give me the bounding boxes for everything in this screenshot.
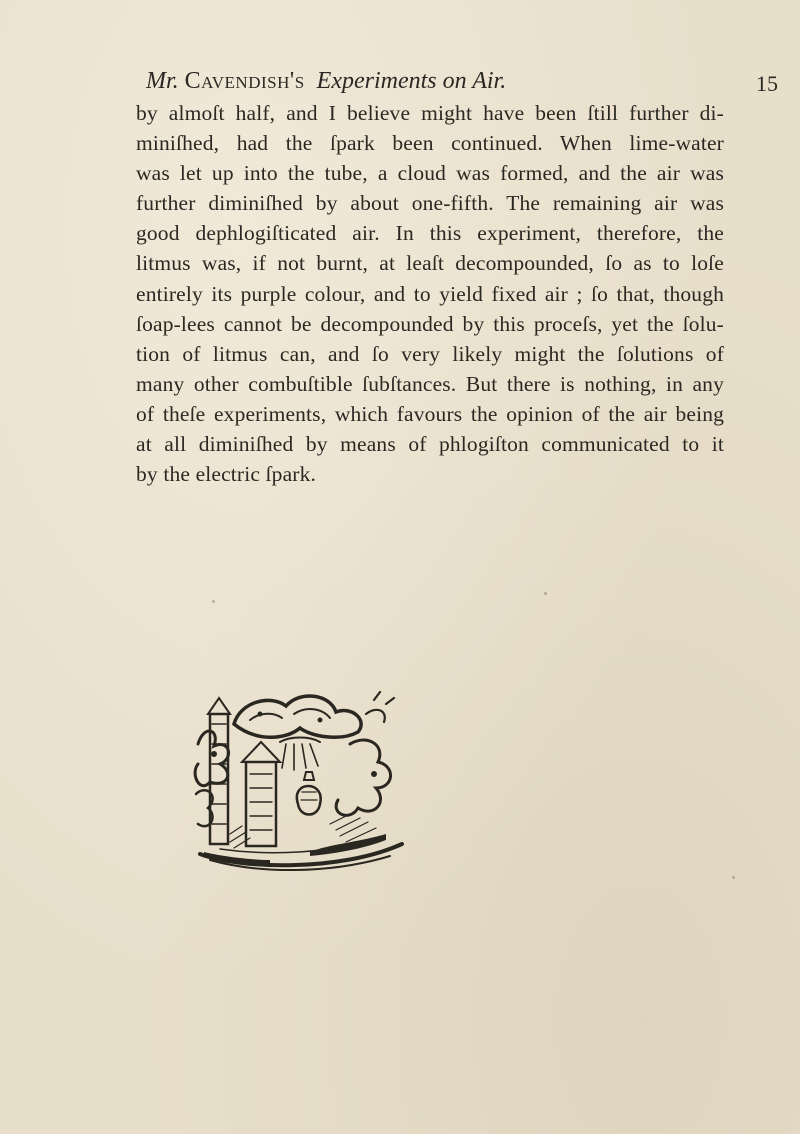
running-head <box>146 66 576 96</box>
text-line: good dephlogiſticated air. In this experiment, therefore, the <box>136 221 724 246</box>
paper-speck <box>732 876 735 879</box>
text-line: at all diminiſhed by means of phlogiſton communicated to it <box>136 432 724 457</box>
text-line: by the electric ſpark. <box>136 462 316 487</box>
paper-speck <box>212 600 215 603</box>
text-line: litmus was, if not burnt, at leaſt decompounded, ſo as to loſe <box>136 251 724 276</box>
running-head-author: Mr. <box>146 68 179 94</box>
paper-speck <box>544 592 547 595</box>
running-head-title: Experiments on Air. <box>316 68 507 94</box>
text-line: further diminiſhed by about one-fifth. The remaining air was <box>136 191 724 216</box>
text-line: miniſhed, had the ſpark been continued. When lime-water <box>136 131 724 156</box>
landscape-vignette-icon <box>190 684 410 874</box>
page-number: 15 <box>756 71 778 96</box>
running-head-name: Cavendish's <box>184 68 305 94</box>
text-line: entirely its purple colour, and to yield fixed air ; ſo that, though <box>136 281 724 306</box>
text-line: tion of litmus can, and ſo very likely might the ſolutions of <box>136 341 724 366</box>
text-line: by almoſt half, and I believe might have been ſtill further di- <box>136 101 724 125</box>
body-paragraph <box>136 98 724 489</box>
text-line: ſoap-lees cannot be decompounded by this proceſs, yet the ſolu- <box>136 311 724 336</box>
text-line: was let up into the tube, a cloud was formed, and the air was <box>136 161 724 186</box>
text-line: many other combuſtible ſubſtances. But there is nothing, in any <box>136 371 724 396</box>
text-line: of theſe experiments, which favours the opinion of the air being <box>136 401 724 426</box>
